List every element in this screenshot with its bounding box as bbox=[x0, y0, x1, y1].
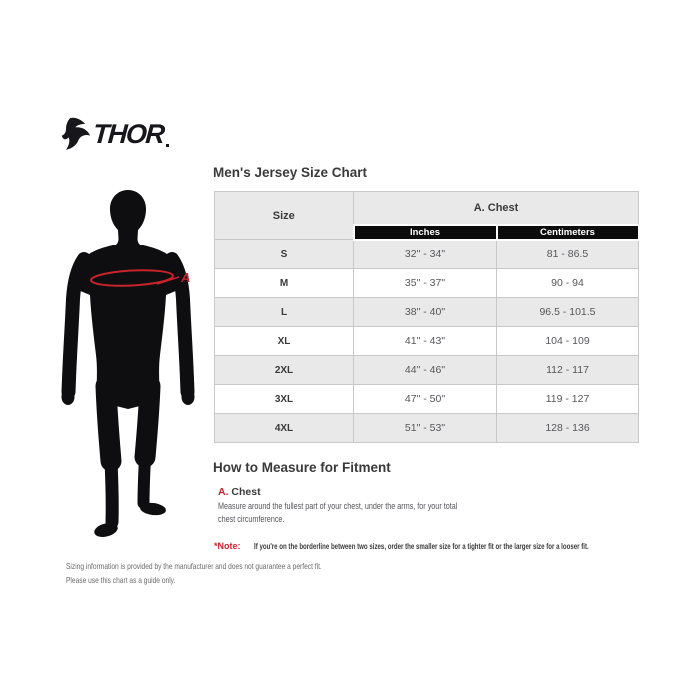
table-header-row bbox=[215, 192, 639, 225]
fit-note bbox=[214, 541, 700, 551]
centimeters-cell: 128 - 136 bbox=[497, 414, 639, 443]
trademark-dot bbox=[166, 144, 169, 147]
measure-name: Chest bbox=[231, 486, 261, 498]
inches-cell: 35" - 37" bbox=[354, 269, 497, 298]
table-row bbox=[215, 298, 639, 327]
thor-wordmark: THOR bbox=[91, 118, 165, 149]
disclaimer-line-1: Sizing information is provided by the manufacturer and does not guarantee a perfect fit. bbox=[66, 561, 322, 571]
table-row bbox=[215, 414, 639, 443]
size-chart-table bbox=[214, 191, 640, 443]
centimeters-cell: 119 - 127 bbox=[497, 385, 639, 414]
measure-item-chest bbox=[213, 486, 518, 525]
page-title: Men's Jersey Size Chart bbox=[213, 165, 368, 180]
size-cell: XL bbox=[215, 327, 354, 356]
measure-label-a: A bbox=[181, 270, 191, 285]
table-row bbox=[215, 356, 639, 385]
sizing-disclaimer bbox=[66, 560, 394, 587]
inches-cell: 38" - 40" bbox=[354, 298, 497, 327]
thor-logo bbox=[61, 114, 169, 154]
male-silhouette-figure bbox=[60, 183, 196, 563]
note-text: If you're on the borderline between two sizes, order the smaller size for a tighter fit or the larger size for a looser fit. bbox=[253, 541, 589, 551]
column-header-centimeters: Centimeters bbox=[497, 225, 639, 240]
column-header-chest: A. Chest bbox=[354, 192, 639, 225]
measure-letter: A. bbox=[218, 486, 229, 498]
centimeters-cell: 104 - 109 bbox=[497, 327, 639, 356]
how-to-measure-section bbox=[213, 460, 518, 525]
note-label: *Note: bbox=[214, 541, 241, 551]
table-row bbox=[215, 269, 639, 298]
table-row bbox=[215, 327, 639, 356]
disclaimer-line-2: Please use this chart as a guide only. bbox=[66, 574, 176, 585]
measure-description: Measure around the fullest part of your chest, under the arms, for your total chest circumference. bbox=[218, 501, 458, 524]
table-row bbox=[215, 385, 639, 414]
inches-cell: 44" - 46" bbox=[354, 356, 497, 385]
inches-cell: 51" - 53" bbox=[354, 414, 497, 443]
centimeters-cell: 81 - 86.5 bbox=[497, 240, 639, 269]
measure-item-label bbox=[218, 486, 518, 498]
centimeters-cell: 112 - 117 bbox=[497, 356, 639, 385]
section-heading: How to Measure for Fitment bbox=[213, 460, 391, 475]
centimeters-cell: 90 - 94 bbox=[497, 269, 639, 298]
size-cell: 4XL bbox=[215, 414, 354, 443]
inches-cell: 41" - 43" bbox=[354, 327, 497, 356]
column-header-size: Size bbox=[215, 192, 354, 240]
size-cell: S bbox=[215, 240, 354, 269]
column-header-inches: Inches bbox=[354, 225, 497, 240]
inches-cell: 32" - 34" bbox=[354, 240, 497, 269]
size-cell: 3XL bbox=[215, 385, 354, 414]
male-silhouette bbox=[62, 190, 195, 539]
inches-cell: 47" - 50" bbox=[354, 385, 497, 414]
size-cell: L bbox=[215, 298, 354, 327]
size-cell: M bbox=[215, 269, 354, 298]
size-cell: 2XL bbox=[215, 356, 354, 385]
centimeters-cell: 96.5 - 101.5 bbox=[497, 298, 639, 327]
thor-helmet-icon bbox=[61, 114, 91, 154]
table-row bbox=[215, 240, 639, 269]
